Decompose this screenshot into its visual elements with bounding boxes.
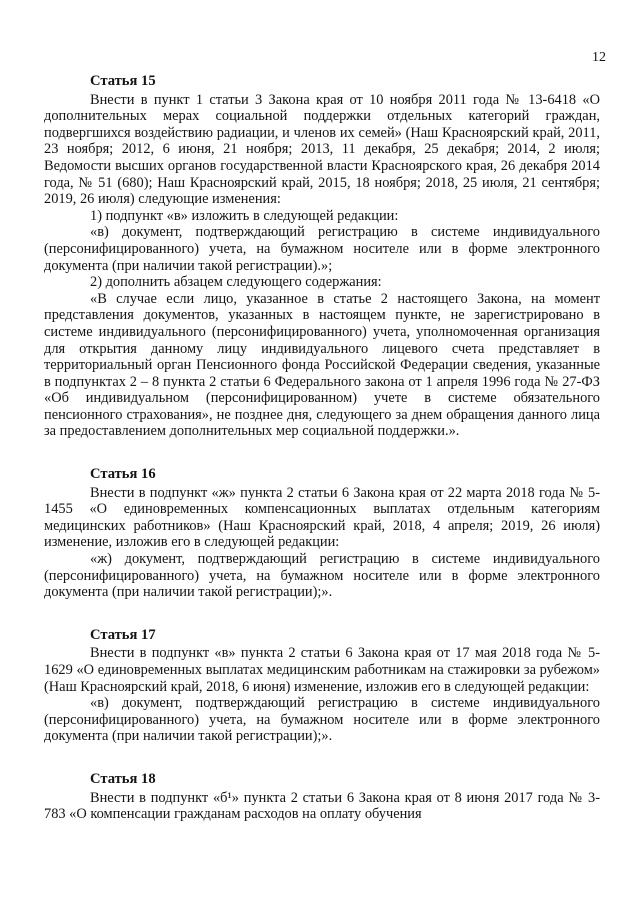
- document-body: [44, 73, 600, 823]
- article-paragraph: «в) документ, подтверждающий регистрацию в системе индивидуального (персонифицированного) учета, на бумажном носителе или в форме электронного документа (при наличии такой регистрации).»;: [44, 224, 600, 274]
- article-heading: Статья 17: [90, 626, 156, 643]
- article-paragraph: 2) дополнить абзацем следующего содержания:: [90, 274, 382, 291]
- article-paragraph: Внести в подпункт «б¹» пункта 2 статьи 6 Закона края от 8 июня 2017 года № 3-783 «О компенсации гражданам расходов на оплату обучения: [44, 789, 600, 823]
- article-heading: Статья 15: [90, 73, 156, 89]
- article-15: [44, 73, 600, 440]
- article-18: [44, 771, 600, 823]
- article-paragraph: Внести в пункт 1 статьи 3 Закона края от 10 ноября 2011 года № 13-6418 «О дополнительных мерах социальной поддержки отдельных категорий граждан, подвергшихся воздействию радиации, и членов их семей» (Наш Красноярский край, 2011, 23 ноября; 2012, 6 июня, 21 ноября; 2013, 11 декабря, 25 декабря; 2014, 2 июля; Ведомости высших органов государственной власти Красноярского края, 26 декабря 2014 года, № 51 (680); Наш Красноярский край, 2015, 18 ноября; 2018, 25 июля, 21 сентября; 2019, 26 июля) следующие изменения:: [44, 91, 600, 208]
- article-17: [44, 627, 600, 745]
- article-16: [44, 466, 600, 601]
- article-paragraph: «ж) документ, подтверждающий регистрацию в системе индивидуального (персонифицированного) учета, на бумажном носителе или в форме электронного документа (при наличии такой регистрации);».: [44, 551, 600, 601]
- article-heading: Статья 18: [90, 770, 156, 787]
- article-paragraph: «В случае если лицо, указанное в статье 2 настоящего Закона, на момент представления документов, указанных в настоящем пункте, не зарегистрировано в системе индивидуального (персонифицированного) учета, уполномоченная организация для открытия данному лицу индивидуального лицевого счета представляет в территориальный орган Пенсионного фонда Российской Федерации сведения, указанные в подпунктах 2 – 8 пункта 2 статьи 6 Федерального закона от 1 апреля 1996 года № 27-ФЗ «Об индивидуальном (персонифицированном) учете в системе обязательного пенсионного страхования», не позднее дня, следующего за днем обращения данного лица за предоставлением дополнительных мер социальной поддержки.».: [44, 290, 600, 440]
- page-number: 12: [592, 50, 606, 65]
- article-paragraph: Внести в подпункт «в» пункта 2 статьи 6 Закона края от 17 мая 2018 года № 5-1629 «О единовременных выплатах медицинским работникам на стажировки за рубежом» (Наш Красноярский край, 2018, 6 июня) изменение, изложив его в следующей редакции:: [44, 645, 600, 695]
- article-paragraph: 1) подпункт «в» изложить в следующей редакции:: [90, 207, 399, 224]
- article-paragraph: Внести в подпункт «ж» пункта 2 статьи 6 Закона края от 22 марта 2018 года № 5-1455 «О единовременных компенсационных выплатах отдельным категориям медицинских работников» (Наш Красноярский край, 2018, 4 апреля; 2019, 26 июля) изменение, изложив его в следующей редакции:: [44, 484, 600, 551]
- article-paragraph: «в) документ, подтверждающий регистрацию в системе индивидуального (персонифицированного) учета, на бумажном носителе или в форме электронного документа (при наличии такой регистрации);».: [44, 695, 600, 745]
- article-heading: Статья 16: [90, 466, 156, 483]
